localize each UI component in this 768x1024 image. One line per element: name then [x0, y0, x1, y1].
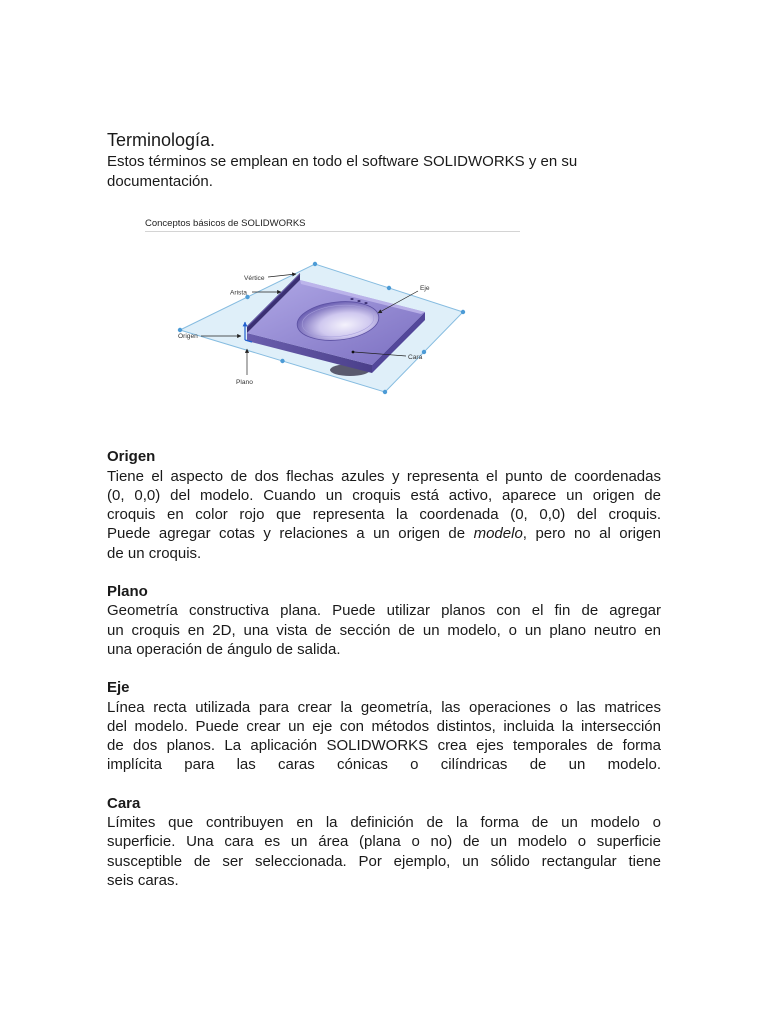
paragraph-line: Geometría constructiva plana. Puede utilizar planos con el fin de agregar: [107, 602, 661, 620]
paragraph-line: de dos planos. La aplicación SOLIDWORKS crea ejes temporales de forma: [107, 737, 661, 755]
section-origen: [107, 447, 661, 563]
paragraph-line: del modelo. Puede crear un eje con métodos distintos, incluida la intersección: [107, 717, 661, 735]
plane-label: Plano: [236, 379, 253, 386]
faucet-hole: [357, 300, 360, 302]
origin-label: Origen: [178, 333, 198, 340]
section-heading: Eje: [107, 679, 130, 697]
paragraph-line: de un croquis.: [107, 544, 202, 562]
paragraph-line: Línea recta utilizada para crear la geometría, las operaciones o las matrices: [107, 698, 661, 716]
section-plano: [107, 582, 661, 659]
figure-caption: Conceptos básicos de SOLIDWORKS: [145, 218, 306, 229]
paragraph-line: superficie. Una cara es un área (plana o no) de un modelo o superficie: [107, 833, 661, 851]
paragraph-line: croquis en color rojo que representa la coordenada (0, 0,0) del croquis.: [107, 506, 661, 524]
paragraph-line: una operación de ángulo de salida.: [107, 640, 341, 658]
paragraph-line: implícita para las caras cónicas o cilíndricas de un modelo.: [107, 756, 661, 774]
plane-handle: [383, 390, 387, 394]
section-cara: [107, 794, 661, 890]
section-heading: Origen: [107, 448, 156, 466]
paragraph-line: un croquis en 2D, una vista de sección de un modelo, o un plano neutro en: [107, 621, 661, 639]
plane-handle: [313, 262, 317, 266]
line-text: , pero no al origen: [522, 525, 661, 543]
italic-term: modelo: [473, 525, 523, 543]
paragraph-line: Estos términos se emplean en todo el software SOLIDWORKS y en su: [107, 153, 578, 170]
paragraph-line: susceptible de ser seleccionada. Por ejemplo, un sólido rectangular tiene: [107, 852, 661, 870]
plane-handle: [461, 310, 465, 314]
face-leader-dot: [352, 351, 355, 354]
plane-handle: [178, 328, 182, 332]
face-label: Cara: [408, 354, 423, 361]
section-heading: Plano: [107, 583, 148, 601]
plane-handle: [280, 359, 284, 363]
paragraph-line: Límites que contribuyen en la definición de la forma de un modelo o: [107, 814, 661, 832]
intro-paragraph: [107, 152, 661, 191]
plane-handle: [422, 350, 426, 354]
faucet-hole: [350, 298, 353, 300]
plane-handle: [387, 286, 391, 290]
solidworks-concepts-figure: [140, 240, 480, 405]
vertex-label: Vértice: [244, 275, 265, 282]
section-heading: Cara: [107, 794, 141, 812]
paragraph-line: seis caras.: [107, 871, 179, 889]
faucet-hole: [364, 302, 367, 304]
caption-divider: [145, 231, 520, 232]
paragraph-line: (0, 0,0) del modelo. Cuando un croquis está activo, aparece un origen de: [107, 486, 661, 504]
paragraph-line: [107, 524, 661, 543]
paragraph-line: documentación.: [107, 172, 213, 190]
line-text: Puede agregar cotas y relaciones a un origen de: [107, 525, 474, 543]
paragraph-line: Tiene el aspecto de dos flechas azules y representa el punto de coordenadas: [107, 467, 661, 485]
edge-label: Arista: [230, 289, 247, 297]
section-eje: [107, 678, 661, 774]
axis-label: Eje: [420, 285, 430, 292]
page-title: Terminología.: [107, 130, 216, 150]
terminology-sections: [107, 447, 661, 909]
